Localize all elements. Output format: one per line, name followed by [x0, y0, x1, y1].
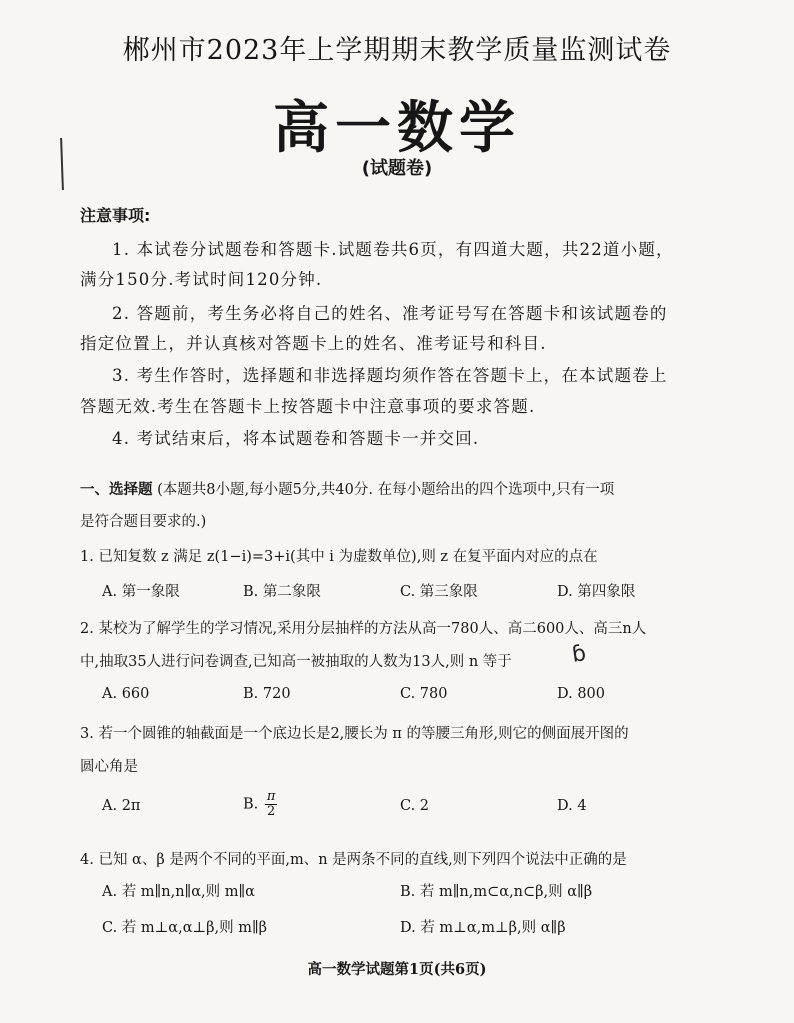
question-4-option-b: B. 若 m∥n,m⊂α,n⊂β,则 α∥β [400, 884, 593, 900]
question-4-stem: 4. 已知 α、β 是两个不同的平面,m、n 是两条不同的直线,则下列四个说法中正确的是 [80, 852, 627, 868]
notice-item-1-line-2: 满分150分.考试时间120分钟. [80, 270, 323, 289]
fraction-denominator: 2 [267, 804, 276, 819]
question-1-option-c: C. 第三象限 [400, 584, 478, 600]
question-2-option-c: C. 780 [400, 686, 448, 702]
question-4-option-c: C. 若 m⊥α,α⊥β,则 m∥β [102, 920, 268, 936]
question-3-option-b-label: B. [243, 796, 259, 813]
question-1-option-d: D. 第四象限 [557, 584, 636, 600]
question-3-option-c: C. 2 [400, 798, 430, 814]
fraction-numerator: π [266, 789, 276, 804]
question-1-option-b: B. 第二象限 [243, 584, 321, 600]
notice-heading: 注意事项: [80, 206, 151, 225]
section-1-header-line-1 [80, 478, 614, 499]
handwritten-mark: ɓ [570, 641, 588, 668]
question-3-option-d: D. 4 [557, 798, 587, 814]
question-4-option-a: A. 若 m∥n,n∥α,则 m∥α [102, 884, 255, 900]
question-2-stem-line-2: 中,抽取35人进行问卷调查,已知高一被抽取的人数为13人,则 n 等于 [80, 654, 512, 670]
question-2-stem-line-1: 2. 某校为了解学生的学习情况,采用分层抽样的方法从高一780人、高二600人、高三n人 [80, 621, 647, 637]
question-1-stem: 1. 已知复数 z 满足 z(1−i)=3+i(其中 i 为虚数单位),则 z 在复平面内对应的点在 [80, 549, 598, 565]
notice-item-1-line-1: 1. 本试卷分试题卷和答题卡.试题卷共6页，有四道大题，共22道小题， [112, 240, 674, 259]
question-4-option-d: D. 若 m⊥α,m⊥β,则 α∥β [400, 920, 566, 936]
question-3-option-a: A. 2π [102, 798, 141, 814]
pi-over-2-fraction [265, 790, 278, 819]
question-1-option-a: A. 第一象限 [102, 584, 180, 600]
section-1-heading: 一、选择题 [80, 482, 153, 498]
exam-title: 郴州市2023年上学期期末教学质量监测试卷 [122, 35, 672, 66]
notice-item-3-line-1: 3. 考生作答时，选择题和非选择题均须作答在答题卡上，在本试题卷上 [112, 366, 668, 385]
notice-item-2-line-2: 指定位置上，并认真核对答题卡上的姓名、准考证号和科目. [80, 334, 547, 353]
subject-title: 高一数学 [273, 96, 521, 161]
notice-item-3-line-2: 答题无效.考生在答题卡上按答题卡中注意事项的要求答题. [80, 397, 536, 416]
question-2-option-b: B. 720 [243, 686, 291, 702]
notice-item-4-line-1: 4. 考试结束后，将本试题卷和答题卡一并交回. [112, 429, 480, 448]
question-3-stem-line-1: 3. 若一个圆锥的轴截面是一个底边长是2,腰长为 π 的等腰三角形,则它的侧面展开图的 [80, 726, 629, 742]
question-3-option-b [243, 790, 277, 819]
section-1-description-2: 是符合题目要求的.) [80, 514, 207, 530]
section-1-description-1: (本题共8小题,每小题5分,共40分. 在每小题给出的四个选项中,只有一项 [157, 482, 615, 498]
page-footer: 高一数学试题第1页(共6页) [307, 961, 487, 978]
question-2-option-d: D. 800 [557, 686, 606, 702]
paper-type-label: (试题卷) [361, 158, 433, 179]
notice-item-2-line-1: 2. 答题前，考生务必将自己的姓名、准考证号写在答题卡和该试题卷的 [112, 304, 668, 323]
question-3-stem-line-2: 圆心角是 [80, 759, 138, 775]
question-2-option-a: A. 660 [102, 686, 150, 702]
